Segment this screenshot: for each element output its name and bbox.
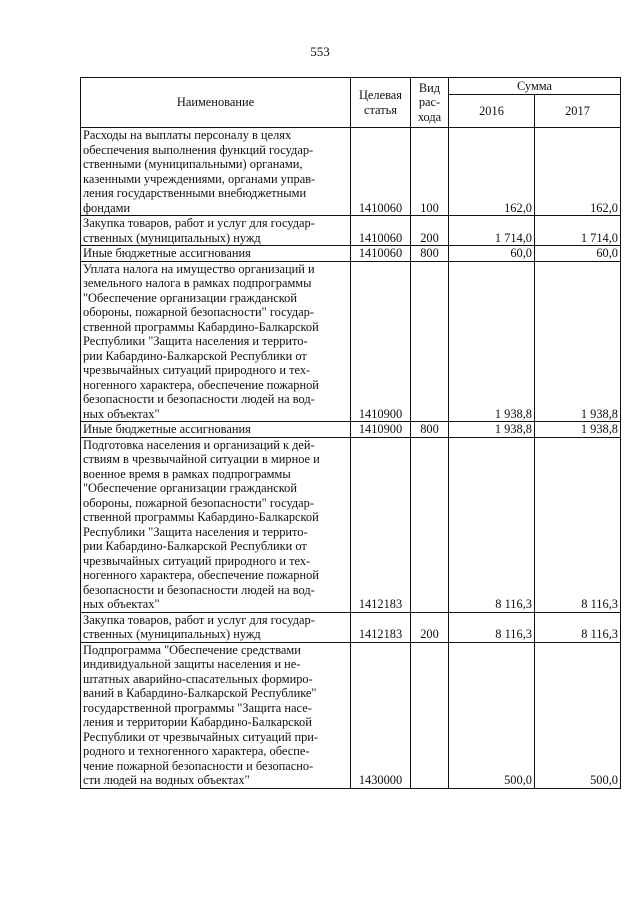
table-row [81,246,621,262]
row-expense-type [411,261,449,422]
row-expense-type: 200 [411,612,449,642]
row-expense-type: 200 [411,216,449,246]
row-target-article: 1412183 [351,437,411,612]
table-row [81,261,621,422]
row-sum-2016: 162,0 [449,128,535,216]
row-target-article: 1410900 [351,422,411,438]
table-row [81,612,621,642]
row-expense-type: 800 [411,422,449,438]
row-name: Расходы на выплаты персоналу в целях обеспечения выполнения функций государ- ственными (муниципальными) органами, казенными учреждениями, органами управ- ления государственными внебюджетными фондами [81,128,351,216]
page-number: 553 [310,44,330,59]
row-sum-2017: 1 938,8 [535,422,621,438]
row-expense-type: 100 [411,128,449,216]
row-target-article: 1430000 [351,642,411,788]
row-name: Иные бюджетные ассигнования [81,422,351,438]
row-sum-2016: 60,0 [449,246,535,262]
row-sum-2017: 500,0 [535,642,621,788]
row-name: Подготовка населения и организаций к дей- ствиям в чрезвычайной ситуации в мирное и военное время в рамках подпрограммы "Обеспечение организации гражданской обороны, пожарной безопасности" государ- ственной программы Кабардино-Балкарской Республики "Защита населения и террито- рии Кабардино-Балкарской Республики от чрезвычайных ситуаций природного и тех- ногенного характера, обеспечение пожарной безопасности и безопасности людей на вод- ных объектах" [81,437,351,612]
row-target-article: 1410060 [351,128,411,216]
row-target-article: 1412183 [351,612,411,642]
row-sum-2016: 500,0 [449,642,535,788]
row-sum-2017: 60,0 [535,246,621,262]
row-sum-2017: 8 116,3 [535,612,621,642]
table-row [81,437,621,612]
table-row [81,642,621,788]
row-name: Уплата налога на имущество организаций и земельного налога в рамках подпрограммы "Обеспечение организации гражданской обороны, пожарной безопасности" государ- ственной программы Кабардино-Балкарской Республики "Защита населения и террито- рии Кабардино-Балкарской Республики от чрезвычайных ситуаций природного и тех- ногенного характера, обеспечение пожарной безопасности и безопасности людей на вод- ных объектах" [81,261,351,422]
header-name: Наименование [81,78,351,128]
row-sum-2017: 162,0 [535,128,621,216]
row-sum-2017: 1 938,8 [535,261,621,422]
row-sum-2016: 8 116,3 [449,437,535,612]
row-sum-2017: 1 714,0 [535,216,621,246]
row-name: Подпрограмма "Обеспечение средствами индивидуальной защиты населения и не- штатных аварийно-спасательных формиро- ваний в Кабардино-Балкарской Республике" государственной программы "Защита насе- ления и территории Кабардино-Балкарской Республики от чрезвычайных ситуаций при- родного и техногенного характера, обеспе- чение пожарной безопасности и безопасно- сти людей на водных объектах" [81,642,351,788]
row-sum-2016: 1 938,8 [449,261,535,422]
header-year-2017: 2017 [535,95,621,128]
row-sum-2016: 8 116,3 [449,612,535,642]
row-name: Иные бюджетные ассигнования [81,246,351,262]
budget-table [80,77,621,789]
header-target-article: Целевая статья [351,78,411,128]
row-expense-type [411,437,449,612]
table-row [81,128,621,216]
row-target-article: 1410900 [351,261,411,422]
row-name: Закупка товаров, работ и услуг для государ- ственных (муниципальных) нужд [81,612,351,642]
row-target-article: 1410060 [351,216,411,246]
row-sum-2017: 8 116,3 [535,437,621,612]
row-sum-2016: 1 714,0 [449,216,535,246]
header-sum: Сумма [449,78,621,95]
table-row [81,216,621,246]
row-expense-type: 800 [411,246,449,262]
header-expense-type: Вид рас-хода [411,78,449,128]
row-name: Закупка товаров, работ и услуг для государ- ственных (муниципальных) нужд [81,216,351,246]
row-target-article: 1410060 [351,246,411,262]
table-row [81,422,621,438]
row-sum-2016: 1 938,8 [449,422,535,438]
row-expense-type [411,642,449,788]
header-year-2016: 2016 [449,95,535,128]
